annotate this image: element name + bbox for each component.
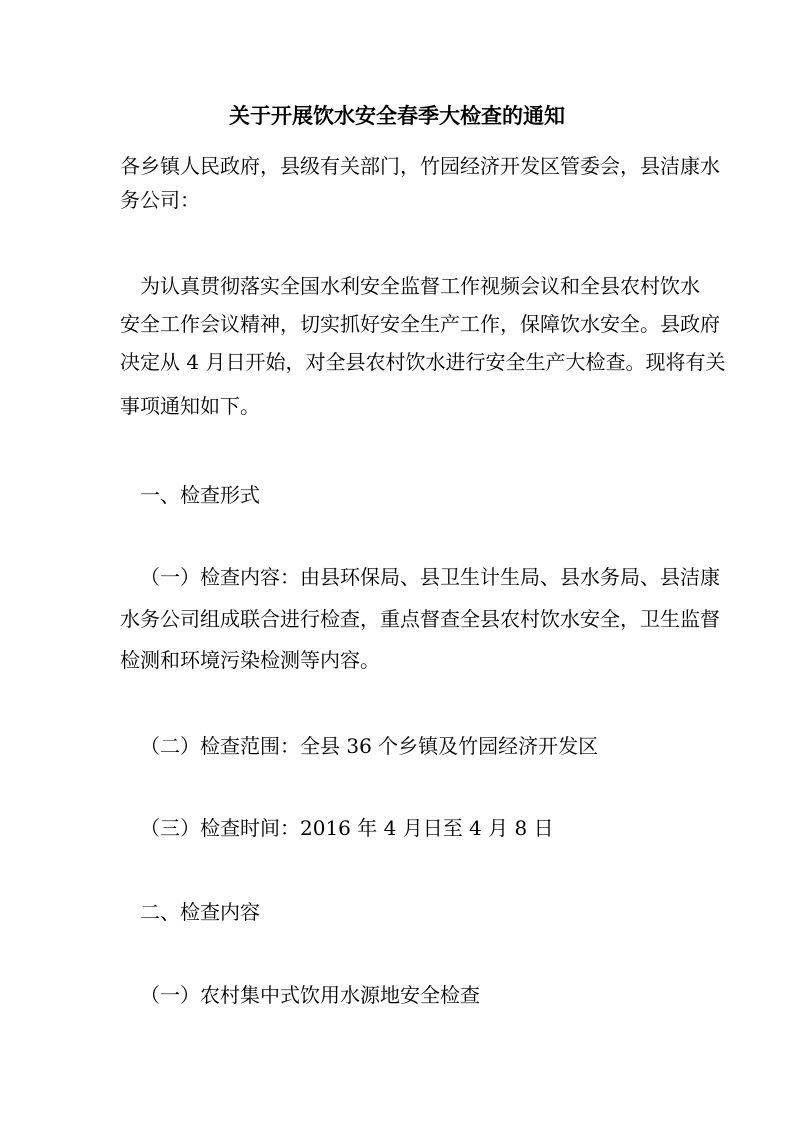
section-item: （三）检查时间：2016 年 4 月日至 4 月 8 日 xyxy=(140,816,554,840)
recipients-line: 务公司： xyxy=(120,188,200,212)
recipients-line: 各乡镇人民政府，县级有关部门，竹园经济开发区管委会，县洁康水 xyxy=(120,154,720,178)
section-heading: 一、检查形式 xyxy=(140,483,260,507)
section-item-line: 检测和环境污染检测等内容。 xyxy=(120,648,380,672)
section-item: （二）检查范围：全县 36 个乡镇及竹园经济开发区 xyxy=(140,734,599,758)
document-title: 关于开展饮水安全春季大检查的通知 xyxy=(229,103,565,128)
intro-paragraph-line: 为认真贯彻落实全国水利安全监督工作视频会议和全县农村饮水 xyxy=(140,274,700,298)
section-item-line: 水务公司组成联合进行检查，重点督查全县农村饮水安全，卫生监督 xyxy=(120,607,720,631)
intro-paragraph-line: 事项通知如下。 xyxy=(120,394,260,418)
intro-paragraph-line: 决定从 4 月日开始，对全县农村饮水进行安全生产大检查。现将有关 xyxy=(120,350,726,374)
section-item: （一）农村集中式饮用水源地安全检查 xyxy=(140,983,480,1007)
section-item-line: （一）检查内容：由县环保局、县卫生计生局、县水务局、县洁康 xyxy=(140,565,720,589)
section-heading: 二、检查内容 xyxy=(140,900,260,924)
intro-paragraph-line: 安全工作会议精神，切实抓好安全生产工作，保障饮水安全。县政府 xyxy=(120,312,720,336)
